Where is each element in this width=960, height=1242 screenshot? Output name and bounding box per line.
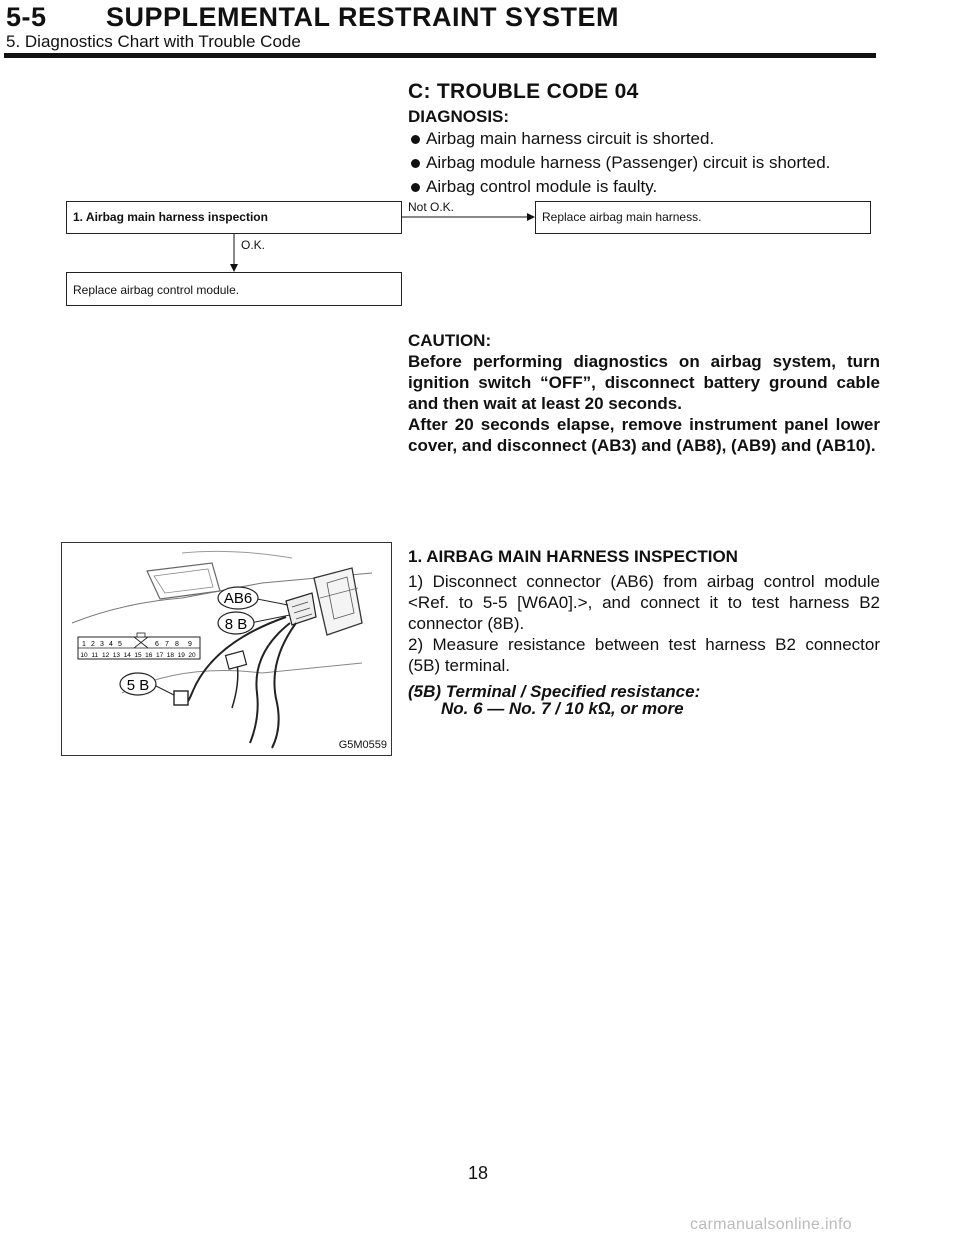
pin-label: 15 [134, 652, 142, 659]
pin-label: 16 [145, 652, 153, 659]
pin-label: 3 [100, 641, 104, 648]
flow-action-replace-harness: Replace airbag main harness. [535, 201, 871, 234]
spec-value: No. 6 — No. 7 / 10 kΩ, or more [441, 699, 684, 718]
flow-action-replace-module: Replace airbag control module. [66, 272, 402, 306]
flow-step-inspection: 1. Airbag main harness inspection [66, 201, 402, 234]
callout-8b: 8 B [224, 616, 248, 633]
connector-pin-diagram [78, 633, 200, 659]
list-item: Airbag control module is faulty. [410, 175, 890, 199]
pin-label: 9 [188, 641, 192, 648]
pin-label: 2 [91, 641, 95, 648]
section-number: 5-5 [6, 2, 47, 32]
page-title: SUPPLEMENTAL RESTRAINT SYSTEM [106, 2, 620, 32]
inspection-step-1: 1) Disconnect connector (AB6) from airbag control module <Ref. to 5-5 [W6A0].>, and connect it to test harness B2 connector (8B). [408, 572, 880, 633]
not-ok-label: Not O.K. [408, 200, 455, 214]
caution-text: After 20 seconds elapse, remove instrument panel lower cover, and disconnect (AB3) and (AB8), (AB9) and (AB10). [408, 415, 880, 455]
pin-label: 8 [175, 641, 179, 648]
callout-5b: 5 B [126, 677, 150, 694]
pin-label: 17 [155, 652, 164, 659]
caution-block [408, 330, 880, 456]
caution-text: Before performing diagnostics on airbag system, turn ignition switch “OFF”, disconnect battery ground cable and then wait at least 20 seconds. [408, 352, 880, 413]
pin-label: 10 [80, 652, 88, 659]
section-title: C: TROUBLE CODE 04 [408, 80, 639, 103]
pin-label: 20 [188, 652, 196, 659]
watermark: carmanualsonline.info [690, 1216, 852, 1233]
pin-label: 4 [109, 641, 113, 648]
pin-label: 11 [91, 652, 99, 659]
figure-code: G5M0559 [338, 739, 387, 751]
down-arrow-icon [230, 234, 238, 272]
inspection-step-2: 2) Measure resistance between test harness B2 connector (5B) terminal. [408, 635, 880, 675]
callout-ab6: AB6 [223, 590, 253, 607]
list-item: Airbag main harness circuit is shorted. [410, 127, 890, 151]
pin-label: 1 [82, 641, 86, 648]
right-arrow-icon [402, 213, 535, 221]
pin-label: 6 [155, 641, 159, 648]
harness-figure [61, 542, 392, 756]
pin-label: 14 [123, 652, 131, 659]
page-number: 18 [468, 1163, 489, 1183]
pin-label: 13 [112, 652, 121, 659]
caution-label: CAUTION: [408, 331, 492, 350]
pin-label: 7 [165, 641, 169, 648]
flow-arrows [0, 0, 960, 320]
list-item: Airbag module harness (Passenger) circuit is shorted. [410, 151, 890, 175]
spec-label: (5B) Terminal / Specified resistance: [408, 682, 701, 701]
pin-label: 5 [118, 641, 122, 648]
pin-label: 12 [101, 652, 110, 659]
harness-illustration [62, 543, 391, 755]
pin-label: 18 [166, 652, 175, 659]
inspection-title: 1. AIRBAG MAIN HARNESS INSPECTION [408, 547, 738, 566]
page-subtitle: 5. Diagnostics Chart with Trouble Code [6, 32, 301, 51]
ok-label: O.K. [241, 238, 266, 252]
diagnosis-label: DIAGNOSIS: [408, 107, 510, 126]
pin-label: 19 [177, 652, 185, 659]
